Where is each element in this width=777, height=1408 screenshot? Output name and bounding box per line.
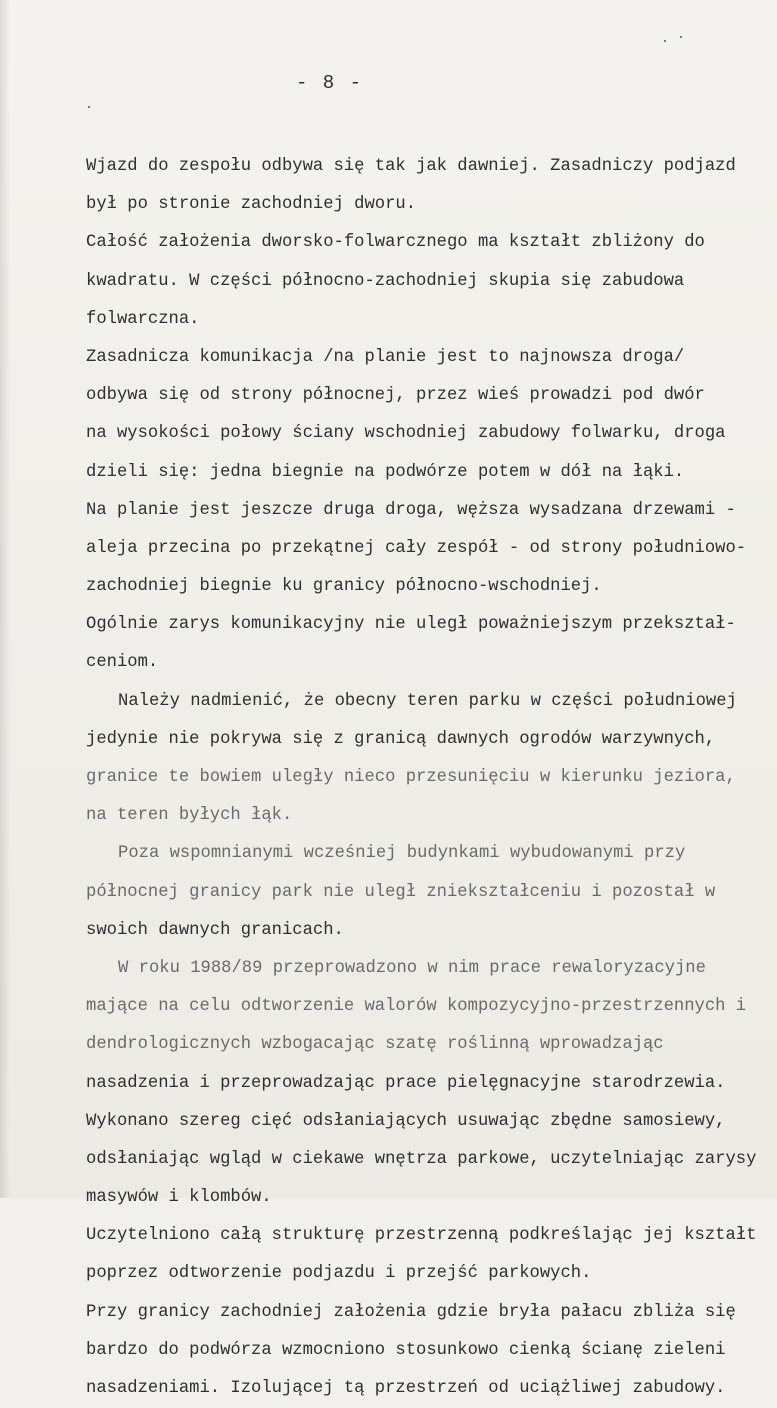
text-line: dendrologicznych wzbogacając szatę roślinną wprowadzając	[86, 1035, 664, 1055]
text-line: Zasadnicza komunikacja /na planie jest to najnowsza droga/	[86, 347, 685, 367]
speck	[664, 40, 666, 42]
text-line: dzieli się: jedna biegnie na podwórze potem w dół na łąki.	[86, 462, 685, 482]
text-line: nasadzenia i przeprowadzając prace pielęgnacyjne starodrzewia.	[86, 1073, 726, 1093]
text-line: Wykonano szereg cięć odsłaniających usuwając zbędne samosiewy,	[86, 1111, 726, 1131]
text-line: kwadratu. W części północno-zachodniej skupia się zabudowa	[86, 271, 685, 291]
text-line: nasadzeniami. Izolującej tą przestrzeń od uciążliwej zabudowy.	[86, 1379, 726, 1398]
text-line: ceniom.	[86, 653, 159, 673]
text-line: był po stronie zachodniej dworu.	[86, 195, 417, 215]
speck	[88, 106, 90, 108]
text-line: W roku 1988/89 przeprowadzono w nim prace rewaloryzacyjne	[118, 958, 706, 978]
text-line: aleja przecina po przekątnej cały zespół - od strony południowo-	[86, 538, 747, 558]
page-number: - 8 -	[296, 72, 364, 94]
text-line: Ogólnie zarys komunikacyjny nie uległ poważniejszym przekształ-	[86, 615, 736, 635]
text-line: Uczytelniono całą strukturę przestrzenną podkreślając jej kształt	[86, 1226, 757, 1246]
text-line: poprzez odtworzenie podjazdu i przejść parkowych.	[86, 1264, 592, 1284]
text-line: Na planie jest jeszcze druga droga, węższa wysadzana drzewami -	[86, 500, 736, 520]
text-line: mające na celu odtworzenie walorów kompozycyjno-przestrzennych i	[86, 997, 747, 1017]
text-line: granice te bowiem uległy nieco przesunięciu w kierunku jeziora,	[86, 768, 736, 787]
page-edge-shadow	[0, 0, 10, 1198]
text-line: zachodniej biegnie ku granicy północno-wschodniej.	[86, 577, 602, 597]
text-line: na teren byłych łąk.	[86, 806, 293, 826]
text-line: północnej granicy park nie uległ zniekształceniu i pozostał w	[86, 882, 716, 902]
text-line: masywów i klombów.	[86, 1188, 272, 1208]
text-line: Poza wspomnianymi wcześniej budynkami wybudowanymi przy	[118, 844, 686, 864]
text-line: bardzo do podwórza wzmocniono stosunkowo cienką ścianę zieleni	[86, 1340, 726, 1360]
text-line: odbywa się od strony północnej, przez wieś prowadzi pod dwór	[86, 386, 705, 406]
body-text	[86, 148, 766, 1408]
text-line: folwarczna.	[86, 309, 200, 329]
speck	[680, 36, 682, 38]
text-line: jedynie nie pokrywa się z granicą dawnych ogrodów warzywnych,	[86, 729, 716, 749]
text-line: Wjazd do zespołu odbywa się tak jak dawniej. Zasadniczy podjazd	[86, 157, 736, 176]
text-line: swoich dawnych granicach.	[86, 920, 344, 940]
text-line: Całość założenia dworsko-folwarcznego ma kształt zbliżony do	[86, 233, 705, 253]
text-line: odsłaniając wgląd w ciekawe wnętrza parkowe, uczytelniając zarysy	[86, 1149, 757, 1169]
text-line: Przy granicy zachodniej założenia gdzie bryła pałacu zbliża się	[86, 1302, 736, 1322]
text-line: Należy nadmienić, że obecny teren parku w części południowej	[118, 691, 737, 711]
text-line: na wysokości połowy ściany wschodniej zabudowy folwarku, droga	[86, 424, 726, 444]
